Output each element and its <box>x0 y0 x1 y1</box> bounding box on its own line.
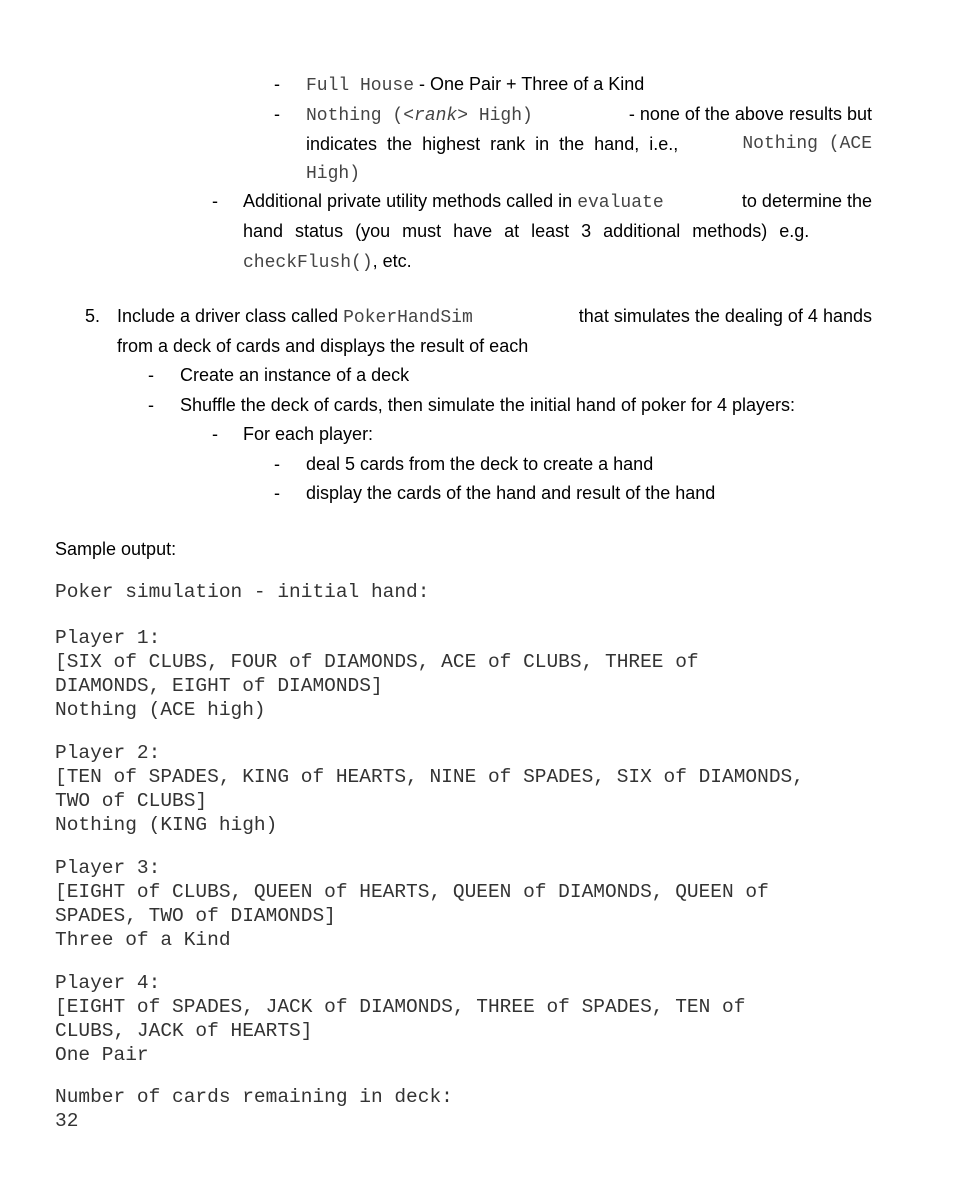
utility-code: evaluate <box>577 193 664 213</box>
player-3-result: Three of a Kind <box>55 929 231 951</box>
bullet-dash: - <box>212 191 218 211</box>
player-3-cards-line1: [EIGHT of CLUBS, QUEEN of HEARTS, QUEEN of DIAMONDS, QUEEN of <box>55 881 769 903</box>
player-4-result: One Pair <box>55 1044 149 1066</box>
utility-line-3 <box>243 246 412 278</box>
nothing-rank: <rank> <box>403 106 469 126</box>
utility-code-2: checkFlush() <box>243 253 373 273</box>
item-number: 5. <box>85 306 101 326</box>
utility-text-1b: to determine the <box>741 191 872 211</box>
full-house-text: - One Pair + Three of a Kind <box>414 74 645 94</box>
player-2-label: Player 2: <box>55 742 161 764</box>
utility-text-1a: Additional private utility methods called in <box>243 191 573 211</box>
player-4-cards-line1: [EIGHT of SPADES, JACK of DIAMONDS, THREE of SPADES, TEN of <box>55 996 746 1018</box>
nothing-line-3 <box>306 157 360 189</box>
player-2-cards-line2: TWO of CLUBS] <box>55 790 208 812</box>
player-1-result: Nothing (ACE high) <box>55 699 266 721</box>
player-2-cards-line1: [TEN of SPADES, KING of HEARTS, NINE of SPADES, SIX of DIAMONDS, <box>55 766 804 788</box>
bullet-dash: - <box>274 454 280 474</box>
full-house-line <box>306 69 644 101</box>
item5-text-a: Include a driver class called <box>117 306 339 326</box>
full-house-code: Full House <box>306 76 415 96</box>
bullet-dash: - <box>148 395 154 415</box>
player-4-cards-line2: CLUBS, JACK of HEARTS] <box>55 1020 313 1042</box>
nothing-text-2: indicates the highest rank in the hand, i.e., <box>306 134 679 154</box>
player-1-label: Player 1: <box>55 627 161 649</box>
class-name-code: PokerHandSim <box>343 308 473 328</box>
bullet-dash: - <box>148 365 154 385</box>
utility-line-2 <box>243 216 872 246</box>
nothing-line-1 <box>306 99 872 131</box>
bullet-dash: - <box>274 483 280 503</box>
player-4-label: Player 4: <box>55 972 161 994</box>
item5-line-1 <box>117 301 872 333</box>
remaining-label: Number of cards remaining in deck: <box>55 1086 453 1108</box>
nothing-example-2: High) <box>306 164 361 184</box>
item5-sub3: For each player: <box>243 424 374 444</box>
player-1-cards-line1: [SIX of CLUBS, FOUR of DIAMONDS, ACE of CLUBS, THREE of <box>55 651 699 673</box>
player-3-cards-line2: SPADES, TWO of DIAMONDS] <box>55 905 336 927</box>
item5-sub1: Create an instance of a deck <box>180 365 410 385</box>
bullet-dash: - <box>212 424 218 444</box>
utility-text-2: hand status (you must have at least 3 additional methods) e.g. <box>243 221 810 241</box>
nothing-code-b: High) <box>468 106 533 126</box>
bullet-dash: - <box>274 74 280 94</box>
player-3-label: Player 3: <box>55 857 161 879</box>
remaining-value: 32 <box>55 1110 79 1132</box>
nothing-text-1: - none of the above results but <box>628 104 872 124</box>
nothing-line-2 <box>306 129 872 159</box>
nothing-code-a: Nothing ( <box>306 106 404 126</box>
item5-sub4: deal 5 cards from the deck to create a hand <box>306 454 654 474</box>
item5-sub5: display the cards of the hand and result of the hand <box>306 483 716 503</box>
bullet-dash: - <box>274 104 280 124</box>
item5-text-b: that simulates the dealing of 4 hands <box>578 306 872 326</box>
utility-text-3: , etc. <box>372 251 412 271</box>
nothing-example-1: Nothing (ACE <box>742 134 872 154</box>
item5-sub2: Shuffle the deck of cards, then simulate the initial hand of poker for 4 players: <box>180 395 796 415</box>
sample-title: Poker simulation - initial hand: <box>55 581 430 603</box>
player-2-result: Nothing (KING high) <box>55 814 278 836</box>
sample-heading: Sample output: <box>55 539 177 559</box>
item5-text-c: from a deck of cards and displays the result of each <box>117 336 529 356</box>
utility-line-1 <box>243 186 872 218</box>
player-1-cards-line2: DIAMONDS, EIGHT of DIAMONDS] <box>55 675 383 697</box>
